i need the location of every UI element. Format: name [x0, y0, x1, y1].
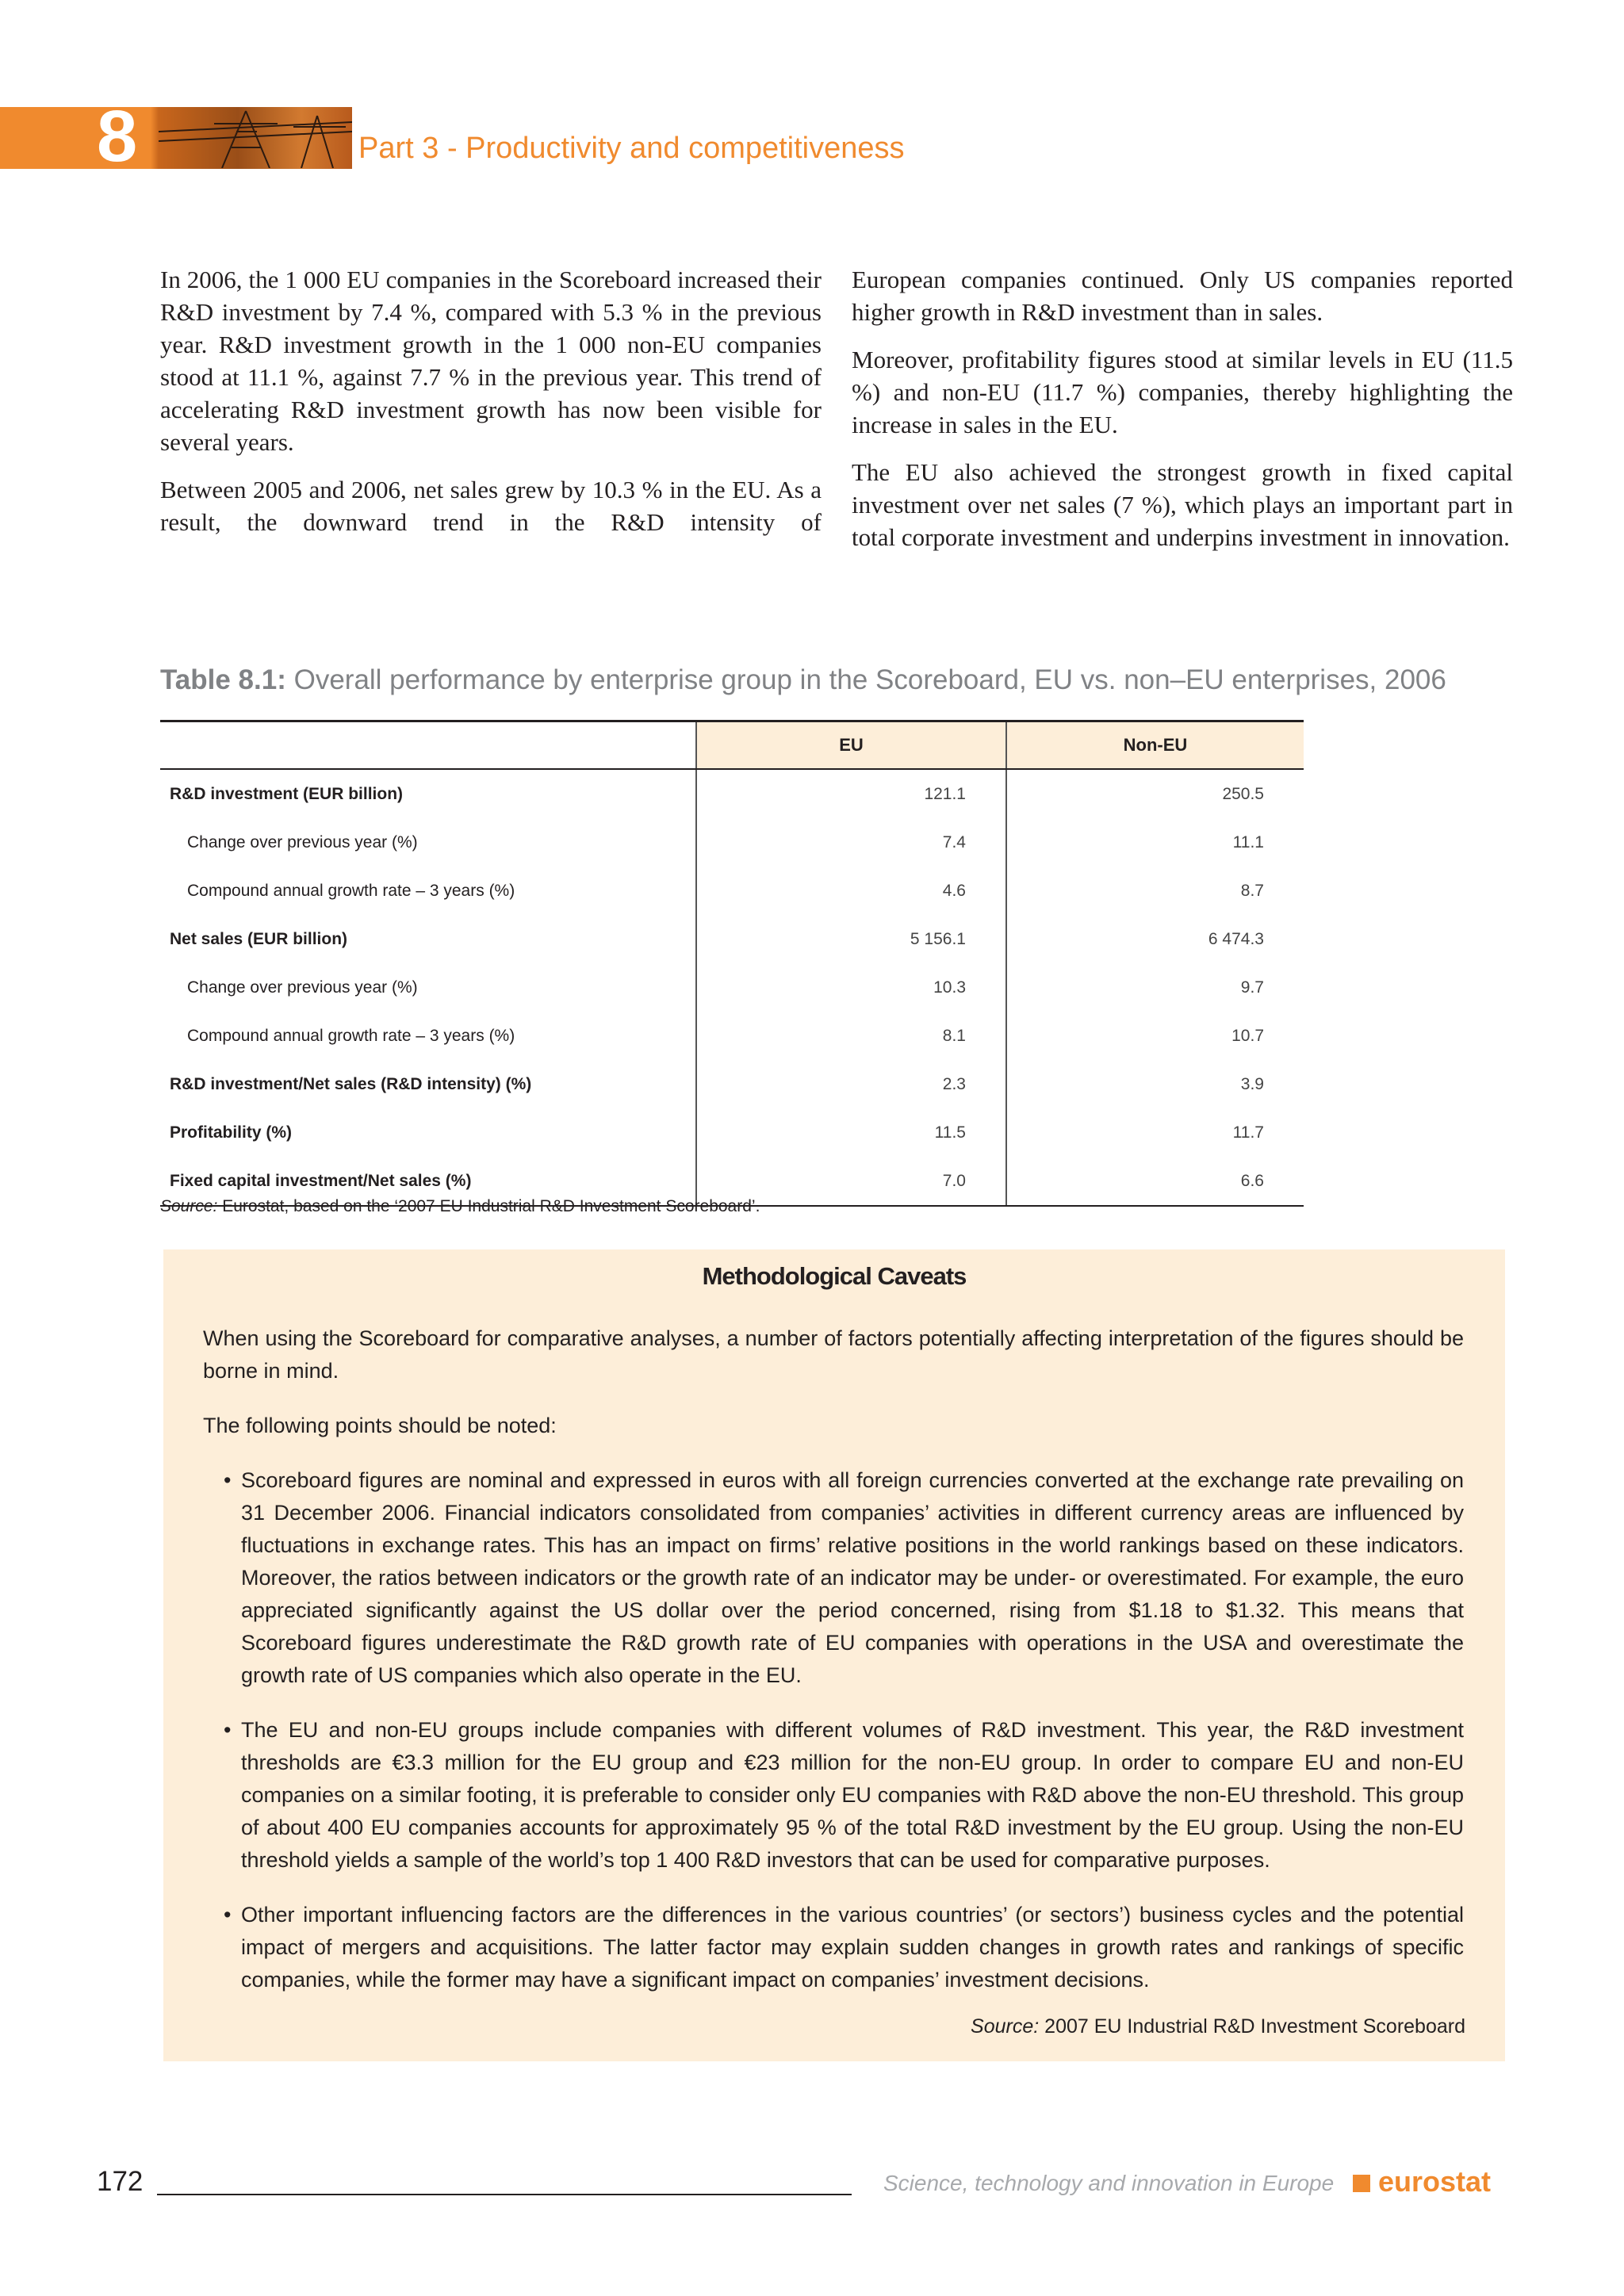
non-eu-value: 11.1 — [1232, 832, 1264, 851]
eu-value: 7.4 — [696, 818, 1006, 867]
table-row — [160, 915, 1304, 963]
row-label: Fixed capital investment/Net sales (%) — [160, 1157, 696, 1206]
table-header-blank — [160, 721, 696, 770]
table-title — [160, 664, 1446, 696]
table-row — [160, 867, 1304, 915]
row-label: R&D investment (EUR billion) — [160, 769, 696, 818]
body-paragraph: The EU also achieved the strongest growth in fixed capital investment over net sales (7 %), which plays an important part in total corporate investment and underpins investment in innovation. — [852, 458, 1513, 551]
table-source-label: Source: — [160, 1197, 218, 1215]
eu-value: 4.6 — [696, 867, 1006, 915]
table-source — [160, 1197, 760, 1216]
eu-value: 2.3 — [696, 1060, 1006, 1108]
row-label: Compound annual growth rate – 3 years (%) — [160, 867, 696, 915]
part-title: Part 3 - Productivity and competitiveness — [358, 132, 905, 165]
row-label: R&D investment/Net sales (R&D intensity) (%) — [160, 1060, 696, 1108]
caveats-source — [971, 2015, 1465, 2038]
table-header-row — [160, 721, 1304, 770]
non-eu-value: 10.7 — [1231, 1026, 1264, 1045]
performance-table — [160, 720, 1304, 1207]
table-row — [160, 963, 1304, 1012]
power-tower-icon — [159, 108, 352, 168]
column-header-eu: EU — [696, 721, 1006, 770]
caveats-title: Methodological Caveats — [702, 1262, 967, 1290]
table-row — [160, 1060, 1304, 1108]
non-eu-value: 3.9 — [1240, 1074, 1264, 1093]
bullet-text: Other important influencing factors are the differences in the various countries’ (or sectors’) business cycles and the potential impact of mergers and acquisitions. The latter factor may explain sudden changes in growth rates and rankings of specific companies, while the former may have a significant impact on companies’ investment decisions. — [241, 1903, 1464, 1992]
non-eu-value: 6 474.3 — [1208, 929, 1264, 948]
eu-value: 11.5 — [696, 1108, 1006, 1157]
body-column-left — [160, 263, 822, 553]
body-paragraph: In 2006, the 1 000 EU companies in the Scoreboard increased their R&D investment by 7.4 %, compared with 5.3 % in the previous year. R&D investment growth in the 1 000 non-EU companies stood at 11.1 %, against 7.7 % in the previous year. This trend of accelerating R&D investment growth has now been visible for several years. — [160, 266, 822, 456]
table-label: Table 8.1: — [160, 664, 286, 695]
non-eu-value: 250.5 — [1222, 784, 1264, 803]
table-row — [160, 769, 1304, 818]
caveats-intro: When using the Scoreboard for comparative analyses, a number of factors potentially affecting interpretation of the figures should be borne in mind. — [203, 1326, 1464, 1383]
eu-value: 7.0 — [696, 1157, 1006, 1206]
non-eu-value: 6.6 — [1006, 1157, 1304, 1206]
eurostat-logo: eurostat — [1378, 2165, 1492, 2198]
eu-value: 5 156.1 — [696, 915, 1006, 963]
table-title-text: Overall performance by enterprise group in the Scoreboard, EU vs. non–EU enterprises, 2006 — [293, 664, 1446, 695]
table-source-text: Eurostat, based on the ‘2007 EU Industrial R&D Investment Scoreboard’. — [217, 1197, 760, 1215]
bullet-icon: • — [224, 1903, 232, 1927]
non-eu-value: 8.7 — [1240, 881, 1264, 900]
eu-value: 10.3 — [696, 963, 1006, 1012]
caveats-source-text: 2007 EU Industrial R&D Investment Scoreboard — [1039, 2015, 1465, 2038]
list-item — [203, 1714, 1464, 1877]
body-paragraph: Between 2005 and 2006, net sales grew by 10.3 % in the EU. As a result, the downward trend in the R&D intensity of — [160, 476, 822, 536]
chapter-number: 8 — [97, 96, 138, 177]
row-label: Profitability (%) — [160, 1108, 696, 1157]
column-header-non-eu: Non-EU — [1006, 721, 1304, 770]
row-label: Compound annual growth rate – 3 years (%) — [160, 1012, 696, 1060]
list-item — [203, 1464, 1464, 1692]
list-item — [203, 1899, 1464, 1996]
row-label: Change over previous year (%) — [160, 963, 696, 1012]
row-label: Net sales (EUR billion) — [160, 915, 696, 963]
bullet-icon: • — [224, 1718, 232, 1742]
table-row — [160, 1012, 1304, 1060]
body-column-right — [852, 263, 1513, 568]
publication-title: Science, technology and innovation in Europe — [883, 2171, 1335, 2195]
eu-value: 8.1 — [696, 1012, 1006, 1060]
body-paragraph: European companies continued. Only US companies reported higher growth in R&D investment than in sales. — [852, 266, 1513, 326]
eurostat-square-icon — [1353, 2175, 1370, 2192]
bullet-text: The EU and non-EU groups include companies with different volumes of R&D investment. This year, the R&D investment thresholds are €3.3 million for the EU group and €23 million for the non-EU group. In order to compare EU and non-EU companies on a similar footing, it is preferable to consider only EU companies with R&D above the non-EU threshold. This group of about 400 EU companies accounts for approximately 95 % of the total R&D investment by the EU group. Using the non-EU threshold yields a sample of the world’s top 1 400 R&D investors that can be used for comparative purposes. — [241, 1718, 1464, 1872]
bullet-icon: • — [224, 1468, 232, 1492]
caveats-bullet-list — [203, 1464, 1464, 1996]
caveats-source-label: Source: — [971, 2015, 1040, 2038]
footer-rule — [157, 2194, 852, 2195]
non-eu-value: 11.7 — [1232, 1123, 1264, 1142]
table-row — [160, 818, 1304, 867]
page-number: 172 — [97, 2166, 144, 2197]
non-eu-value: 9.7 — [1240, 978, 1264, 997]
table-row — [160, 1108, 1304, 1157]
row-label: Change over previous year (%) — [160, 818, 696, 867]
eu-value: 121.1 — [696, 769, 1006, 818]
caveats-points-intro: The following points should be noted: — [203, 1414, 557, 1437]
methodological-caveats-box — [163, 1249, 1505, 2061]
body-paragraph: Moreover, profitability figures stood at similar levels in EU (11.5 %) and non-EU (11.7 %) companies, thereby highlighting the increase in sales in the EU. — [852, 346, 1513, 438]
bullet-text: Scoreboard figures are nominal and expressed in euros with all foreign currencies converted at the exchange rate prevailing on 31 December 2006. Financial indicators consolidated from companies’ activities in different currency areas are influenced by fluctuations in exchange rates. This has an impact on firms’ relative positions in the world rankings based on these indicators. Moreover, the ratios between indicators or the growth rate of an indicator may be under- or overestimated. For example, the euro appreciated significantly against the US dollar over the period concerned, rising from $1.18 to $1.32. This means that Scoreboard figures underestimate the R&D growth rate of EU companies with operations in the USA and overestimate the growth rate of US companies which also operate in the EU. — [241, 1468, 1464, 1687]
caveats-body — [203, 1322, 1464, 2019]
